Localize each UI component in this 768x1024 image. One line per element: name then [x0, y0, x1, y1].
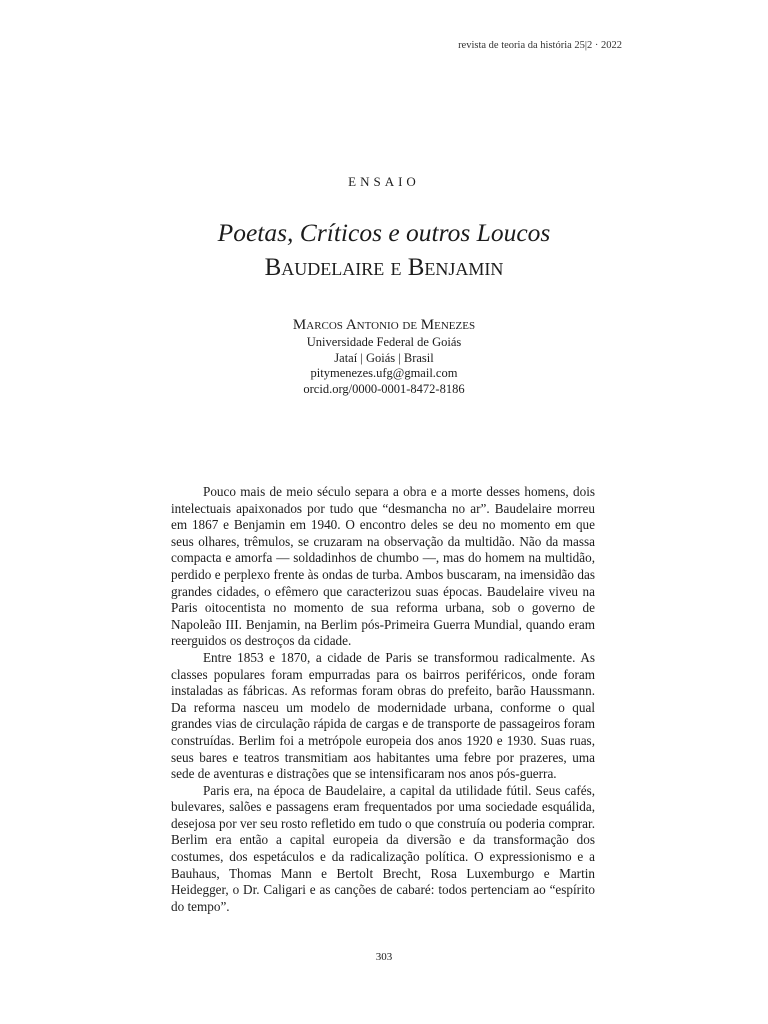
body-paragraph-3: Paris era, na época de Baudelaire, a capital da utilidade fútil. Seus cafés, bulevares, salões e passagens eram frequentados por uma sociedade esquálida, desejosa por ver seu rosto refletido em tudo o que construía ou poderia comprar. Berlim era então a capital europeia da diversão e da transformação dos costumes, dos espetáculos e da radicalização política. O expressionismo e a Bauhaus, Thomas Mann e Bertolt Brecht, Rosa Luxemburgo e Martin Heidegger, o Dr. Caligari e as canções de cabaré: todos pertenciam ao “espírito do tempo”. [171, 782, 595, 914]
body-paragraph-2: Entre 1853 e 1870, a cidade de Paris se transformou radicalmente. As classes populares foram empurradas para os bairros periféricos, onde foram instaladas as fábricas. As reformas foram obras do prefeito, barão Haussmann. Da reforma nasceu um modelo de modernidade urbana, conforme o qual grandes vias de circulação rápida de cargas e de transporte de passageiros foram construídas. Berlim foi a metrópole europeia dos anos 1920 e 1930. Suas ruas, seus bares e teatros transmitiam aos habitantes uma febre por prazeres, uma sede de aventuras e distrações que se intensificaram nos anos pós-guerra. [171, 649, 595, 782]
author-location: Jataí | Goiás | Brasil [334, 350, 434, 365]
author-email[interactable]: pitymenezes.ufg@gmail.com [310, 366, 458, 380]
author-name: Marcos Antonio de Menezes [292, 317, 476, 333]
article-title: Poetas, Críticos e outros Loucos [217, 218, 551, 247]
article-subtitle: Baudelaire e Benjamin [264, 254, 504, 281]
article-body [171, 484, 595, 915]
page-number: 303 [375, 951, 393, 963]
section-label: ENSAIO [348, 174, 420, 189]
body-paragraph-1: Pouco mais de meio século separa a obra e a morte desses homens, dois intelectuais apaixonados por tudo que “desmancha no ar”. Baudelaire morreu em 1867 e Benjamin em 1940. O encontro deles se deu no momento em que seus olhares, trêmulos, se cruzaram na observação da multidão. Não da massa compacta e amorfa — soldadinhos de chumbo —, mas do homem na multidão, perdido e perplexo frente às ondas de turba. Ambos buscaram, na imensidão das grandes cidades, o efêmero que caracterizou suas épocas. Baudelaire viveu na Paris oitocentista no momento de sua reforma urbana, sob o governo de Napoleão III. Benjamin, na Berlim pós-Primeira Guerra Mundial, quando eram reerguidos os destroços da cidade. [171, 484, 595, 649]
author-block [0, 316, 768, 397]
running-head: revista de teoria da história 25|2 · 2022 [458, 40, 622, 51]
author-institution: Universidade Federal de Goiás [306, 335, 462, 349]
author-orcid[interactable]: orcid.org/0000-0001-8472-8186 [303, 381, 465, 396]
